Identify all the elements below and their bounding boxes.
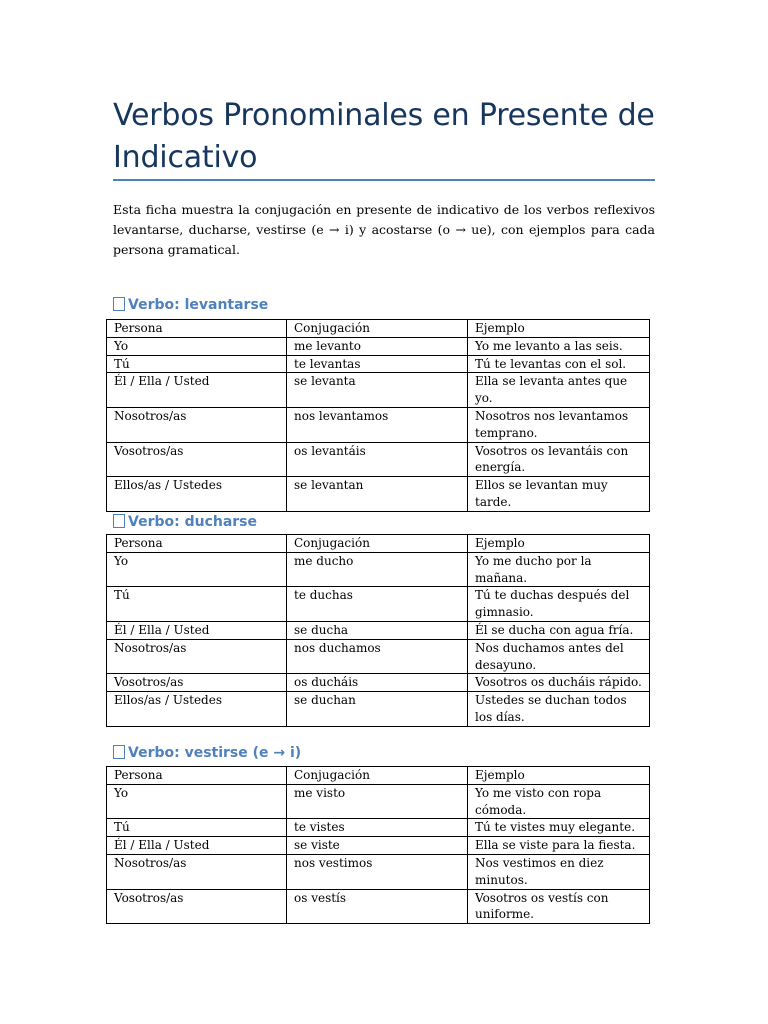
ejemplo-cell: Vosotros os levantáis con energía. (468, 442, 650, 477)
missing-glyph-icon (113, 745, 125, 759)
ejemplo-cell: Yo me ducho por la mañana. (468, 552, 650, 587)
table-row (107, 692, 650, 727)
ejemplo-cell: Ejemplo (468, 767, 650, 785)
persona-cell: Yo (107, 784, 287, 819)
persona-cell: Yo (107, 552, 287, 587)
conjugacion-cell: te levantas (287, 355, 468, 373)
conjugacion-cell: te vistes (287, 819, 468, 837)
ejemplo-cell: Ella se levanta antes que yo. (468, 373, 650, 408)
table-row (107, 639, 650, 674)
table-row (107, 674, 650, 692)
persona-cell: Persona (107, 767, 287, 785)
conjugacion-cell: te duchas (287, 587, 468, 622)
conjugation-table-levantarse (106, 319, 650, 512)
ejemplo-cell: Ellos se levantan muy tarde. (468, 477, 650, 512)
section-heading-vestirse (113, 744, 301, 762)
persona-cell: Tú (107, 819, 287, 837)
section-heading-levantarse (113, 296, 268, 314)
ejemplo-cell: Ejemplo (468, 535, 650, 553)
persona-cell: Tú (107, 587, 287, 622)
section-heading-text: Verbo: vestirse (e → i) (128, 745, 302, 761)
section-heading-text: Verbo: levantarse (128, 297, 269, 313)
table-row (107, 837, 650, 855)
table-row (107, 854, 650, 889)
ejemplo-cell: Nosotros nos levantamos temprano. (468, 407, 650, 442)
table-row (107, 407, 650, 442)
conjugacion-cell: os vestís (287, 889, 468, 924)
persona-cell: Nosotros/as (107, 854, 287, 889)
conjugation-table-ducharse (106, 534, 650, 727)
ejemplo-cell: Yo me levanto a las seis. (468, 337, 650, 355)
ejemplo-cell: Tú te duchas después del gimnasio. (468, 587, 650, 622)
conjugacion-cell: se viste (287, 837, 468, 855)
ejemplo-cell: Ella se viste para la fiesta. (468, 837, 650, 855)
ejemplo-cell: Yo me visto con ropa cómoda. (468, 784, 650, 819)
ejemplo-cell: Nos vestimos en diez minutos. (468, 854, 650, 889)
conjugacion-cell: os ducháis (287, 674, 468, 692)
ejemplo-cell: Vosotros os vestís con uniforme. (468, 889, 650, 924)
conjugacion-cell: me visto (287, 784, 468, 819)
conjugacion-cell: Conjugación (287, 320, 468, 338)
ejemplo-cell: Vosotros os ducháis rápido. (468, 674, 650, 692)
table-row (107, 373, 650, 408)
ejemplo-cell: Tú te levantas con el sol. (468, 355, 650, 373)
conjugation-table-vestirse (106, 766, 650, 924)
ejemplo-cell: Nos duchamos antes del desayuno. (468, 639, 650, 674)
table-header-row (107, 320, 650, 338)
ejemplo-cell: Tú te vistes muy elegante. (468, 819, 650, 837)
table-row (107, 552, 650, 587)
title-underline (113, 179, 655, 181)
table-header-row (107, 767, 650, 785)
missing-glyph-icon (113, 514, 125, 528)
section-heading-text: Verbo: ducharse (128, 514, 258, 530)
conjugacion-cell: se levantan (287, 477, 468, 512)
table-row (107, 819, 650, 837)
persona-cell: Él / Ella / Usted (107, 373, 287, 408)
ejemplo-cell: Ustedes se duchan todos los días. (468, 692, 650, 727)
persona-cell: Ellos/as / Ustedes (107, 692, 287, 727)
persona-cell: Él / Ella / Usted (107, 837, 287, 855)
ejemplo-cell: Él se ducha con agua fría. (468, 621, 650, 639)
document-title: Verbos Pronominales en Presente de Indicativo (113, 98, 655, 175)
missing-glyph-icon (113, 297, 125, 311)
conjugacion-cell: nos duchamos (287, 639, 468, 674)
conjugacion-cell: Conjugación (287, 767, 468, 785)
table-row (107, 337, 650, 355)
table-row (107, 442, 650, 477)
conjugacion-cell: os levantáis (287, 442, 468, 477)
table-row (107, 355, 650, 373)
conjugacion-cell: nos vestimos (287, 854, 468, 889)
persona-cell: Nosotros/as (107, 407, 287, 442)
table-row (107, 621, 650, 639)
persona-cell: Tú (107, 355, 287, 373)
conjugacion-cell: me levanto (287, 337, 468, 355)
persona-cell: Vosotros/as (107, 674, 287, 692)
conjugacion-cell: Conjugación (287, 535, 468, 553)
intro-paragraph: Esta ficha muestra la conjugación en presente de indicativo de los verbos reflexivos levantarse, ducharse, vestirse (e → i) y acostarse (o → ue), con ejemplos para cada persona gramatical. (113, 202, 655, 257)
table-row (107, 477, 650, 512)
conjugacion-cell: se ducha (287, 621, 468, 639)
section-heading-ducharse (113, 513, 257, 531)
conjugacion-cell: me ducho (287, 552, 468, 587)
table-header-row (107, 535, 650, 553)
table-row (107, 587, 650, 622)
persona-cell: Nosotros/as (107, 639, 287, 674)
persona-cell: Vosotros/as (107, 889, 287, 924)
ejemplo-cell: Ejemplo (468, 320, 650, 338)
conjugacion-cell: se duchan (287, 692, 468, 727)
persona-cell: Persona (107, 535, 287, 553)
table-row (107, 784, 650, 819)
persona-cell: Vosotros/as (107, 442, 287, 477)
conjugacion-cell: se levanta (287, 373, 468, 408)
persona-cell: Persona (107, 320, 287, 338)
table-row (107, 889, 650, 924)
persona-cell: Yo (107, 337, 287, 355)
persona-cell: Él / Ella / Usted (107, 621, 287, 639)
persona-cell: Ellos/as / Ustedes (107, 477, 287, 512)
conjugacion-cell: nos levantamos (287, 407, 468, 442)
